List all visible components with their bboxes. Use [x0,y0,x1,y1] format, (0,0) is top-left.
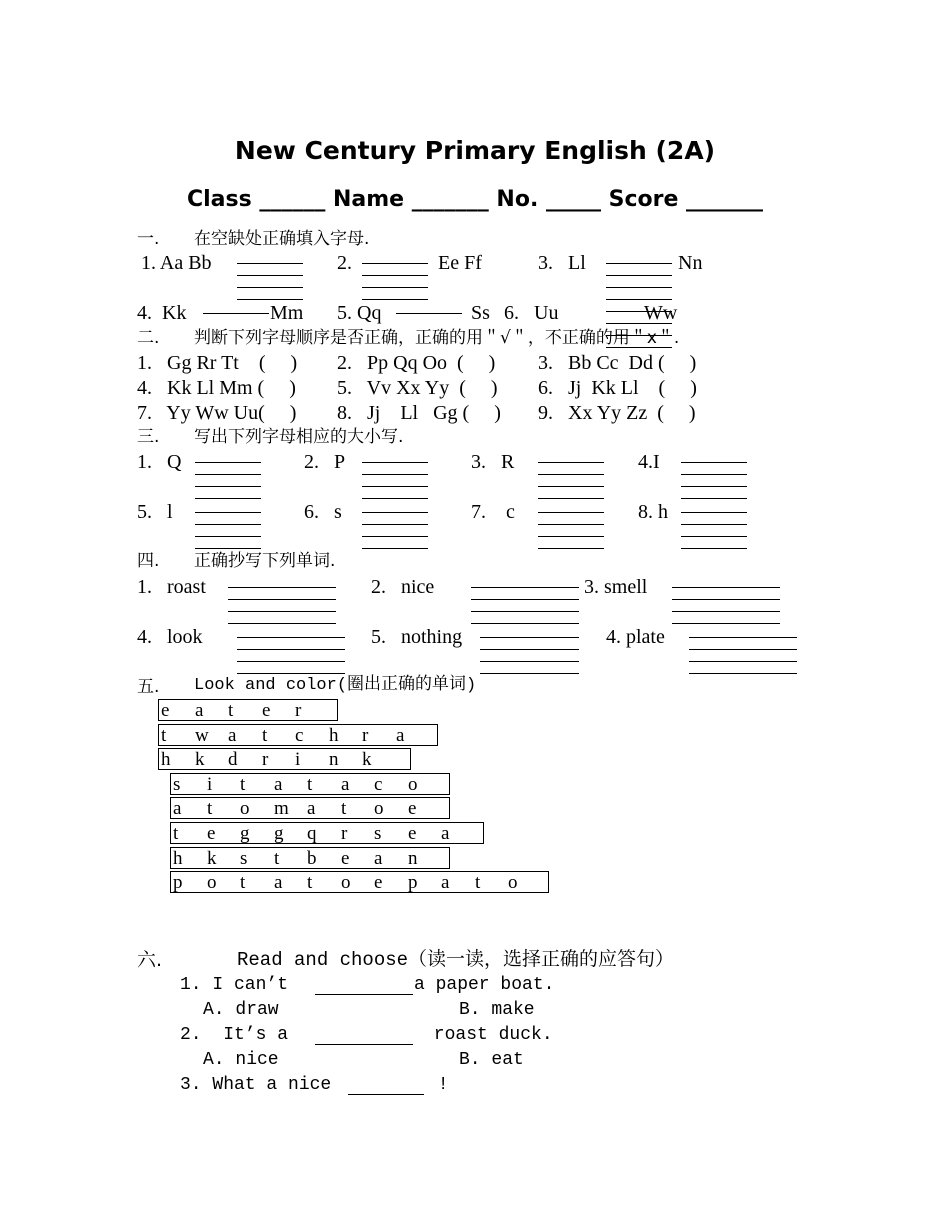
answer-line [237,287,303,288]
answer-line [362,512,428,513]
grid-letter[interactable]: k [195,749,205,770]
s2-item: 7. Yy Ww Uu( ) [137,402,297,424]
answer-line [362,524,428,525]
grid-letter[interactable]: a [307,798,316,819]
answer-blank [348,1094,424,1095]
answer-line [606,263,672,264]
answer-line [362,486,428,487]
grid-letter[interactable]: g [240,823,250,844]
section-5-label: 五. [137,677,160,697]
question-1: 1. I can’t [180,975,299,995]
answer-line [538,548,604,549]
grid-letter[interactable]: t [341,798,347,819]
answer-line [362,287,428,288]
answer-line [362,536,428,537]
s4-item: 2. nice [371,576,435,598]
grid-letter[interactable]: q [307,823,317,844]
answer-line [480,637,579,638]
answer-line [396,313,462,314]
grid-letter[interactable]: k [207,848,217,869]
grid-letter[interactable]: i [295,749,301,770]
answer-line [681,474,747,475]
s1-item-2: 2. [337,252,352,274]
grid-row [158,724,438,746]
answer-line [228,623,336,624]
s1-item-5: 5. Qq [337,302,382,324]
question-2-end: roast duck. [423,1025,553,1045]
answer-line [606,275,672,276]
answer-line [471,587,579,588]
grid-letter[interactable]: a [374,848,383,869]
page-title: New Century Primary English (2A) [234,136,716,165]
answer-line [471,599,579,600]
question-3-end: ! [427,1075,449,1095]
s2-item: 5. Vv Xx Yy ( ) [337,377,498,399]
grid-row [170,797,450,819]
grid-letter[interactable]: r [295,700,302,721]
section-5-instruction: Look and color(圈出正确的单词) [194,676,477,695]
grid-row [170,871,549,893]
answer-line [538,486,604,487]
answer-line [228,611,336,612]
answer-line [672,587,780,588]
answer-line [195,548,261,549]
answer-line [480,649,579,650]
answer-line [681,498,747,499]
grid-letter[interactable]: a [274,774,283,795]
answer-line [480,673,579,674]
answer-line [228,587,336,588]
grid-letter[interactable]: c [374,774,383,795]
s3-item: 2. P [304,451,346,473]
answer-line [538,512,604,513]
grid-letter[interactable]: a [173,798,182,819]
answer-line [362,275,428,276]
grid-letter[interactable]: t [475,872,481,893]
question-1-option-b: B. make [459,1000,535,1020]
answer-blank [315,994,413,995]
answer-line [471,611,579,612]
grid-letter[interactable]: c [295,725,304,746]
answer-line [195,474,261,475]
grid-letter[interactable]: a [396,725,405,746]
s1-item-3-after: Nn [678,252,703,274]
section-1-label: 一. [137,229,160,249]
grid-letter[interactable]: e [408,798,417,819]
question-2: 2. It’s a [180,1025,299,1045]
grid-letter[interactable]: a [441,872,450,893]
grid-letter[interactable]: a [441,823,450,844]
grid-letter[interactable]: a [274,872,283,893]
grid-letter[interactable]: n [329,749,339,770]
answer-line [195,462,261,463]
s1-item-6: 6. Uu [504,302,559,324]
s2-item: 4. Kk Ll Mm ( ) [137,377,296,399]
s1-item-1: 1. Aa Bb [141,252,212,274]
answer-line [480,661,579,662]
answer-line [672,599,780,600]
grid-letter[interactable]: t [307,774,313,795]
answer-line [681,512,747,513]
grid-letter[interactable]: e [262,700,271,721]
grid-letter[interactable]: o [240,798,250,819]
s4-item: 3. smell [584,576,648,598]
s4-item: 1. roast [137,576,206,598]
s3-item: 6. s [304,501,342,523]
grid-letter[interactable]: e [408,823,417,844]
grid-letter[interactable]: m [274,798,289,819]
grid-letter[interactable]: s [240,848,248,869]
grid-letter[interactable]: n [408,848,418,869]
s1-item-5-after: Ss [471,302,490,324]
answer-line [362,299,428,300]
grid-letter[interactable]: e [341,848,350,869]
section-4-label: 四. [137,551,160,571]
grid-letter[interactable]: p [408,872,418,893]
answer-line [203,313,269,314]
s4-item: 4. look [137,626,203,648]
answer-line [681,536,747,537]
student-info-line: Class ______ Name _______ No. _____ Score _______ [186,187,764,212]
answer-blank [315,1044,413,1045]
section-3-label: 三. [137,427,160,447]
answer-line [538,462,604,463]
grid-letter[interactable]: o [408,774,418,795]
grid-letter[interactable]: s [173,774,181,795]
answer-line [689,661,797,662]
answer-line [681,548,747,549]
grid-letter[interactable]: r [362,725,369,746]
s3-item: 3. R [471,451,515,473]
grid-letter[interactable]: s [374,823,382,844]
grid-row [170,773,450,795]
s3-item: 1. Q [137,451,182,473]
grid-letter[interactable]: t [262,725,268,746]
s1-item-4-after: Mm [270,302,304,324]
section-6-instruction: Read and choose（读一读，选择正确的应答句） [237,949,675,971]
grid-row [170,847,450,869]
section-3-instruction: 写出下列字母相应的大小写. [194,427,404,447]
s1-item-2-after: Ee Ff [438,252,482,274]
grid-letter[interactable]: e [207,823,216,844]
grid-letter[interactable]: t [173,823,179,844]
answer-line [672,623,780,624]
grid-letter[interactable]: o [341,872,351,893]
answer-line [681,486,747,487]
answer-line [237,263,303,264]
s3-item: 8. h [638,501,668,523]
grid-row [158,748,411,770]
answer-line [681,524,747,525]
answer-line [362,462,428,463]
answer-line [237,275,303,276]
answer-line [538,524,604,525]
grid-letter[interactable]: k [362,749,372,770]
answer-line [362,263,428,264]
grid-letter[interactable]: h [173,848,183,869]
grid-letter[interactable]: b [307,848,317,869]
grid-letter[interactable]: a [341,774,350,795]
answer-line [237,649,345,650]
answer-line [689,637,797,638]
answer-line [538,474,604,475]
answer-line [606,287,672,288]
grid-letter[interactable]: t [207,798,213,819]
question-1-option-a: A. draw [203,1000,279,1020]
section-2-label: 二. [137,328,160,348]
s1-item-4: 4. Kk [137,302,187,324]
answer-line [689,673,797,674]
question-3: 3. What a nice [180,1075,343,1095]
answer-line [471,623,579,624]
answer-line [689,649,797,650]
answer-line [195,512,261,513]
question-1-end: a paper boat. [414,975,555,995]
grid-letter[interactable]: t [240,774,246,795]
grid-letter[interactable]: p [173,872,183,893]
grid-letter[interactable]: h [329,725,339,746]
grid-letter[interactable]: h [161,749,171,770]
grid-letter[interactable]: d [228,749,238,770]
answer-line [237,299,303,300]
question-2-option-a: A. nice [203,1050,279,1070]
grid-letter[interactable]: t [307,872,313,893]
question-2-option-b: B. eat [459,1050,524,1070]
section-6-label: 六. [137,949,163,971]
grid-row [158,699,338,721]
answer-line [362,474,428,475]
s2-item: 8. Jj Ll Gg ( ) [337,402,501,424]
section-2-instruction: 判断下列字母顺序是否正确，正确的用＂√＂，不正确的用＂x＂. [194,328,680,348]
s2-item: 6. Jj Kk Ll ( ) [538,377,697,399]
answer-line [672,611,780,612]
s3-item: 4.I [638,451,660,473]
answer-line [228,599,336,600]
grid-letter[interactable]: t [240,872,246,893]
answer-line [362,498,428,499]
answer-line [538,536,604,537]
grid-letter[interactable]: g [274,823,284,844]
answer-line [362,548,428,549]
grid-letter[interactable]: t [228,700,234,721]
s4-item: 4. plate [606,626,665,648]
answer-line [195,486,261,487]
grid-letter[interactable]: o [207,872,217,893]
grid-letter[interactable]: o [374,798,384,819]
grid-letter[interactable]: w [195,725,209,746]
s2-item: 9. Xx Yy Zz ( ) [538,402,696,424]
s3-item: 5. l [137,501,173,523]
section-1-instruction: 在空缺处正确填入字母. [194,229,370,249]
s2-item: 1. Gg Rr Tt ( ) [137,352,298,374]
s1-item-3: 3. Ll [538,252,586,274]
s2-item: 2. Pp Qq Oo ( ) [337,352,496,374]
answer-line [195,524,261,525]
grid-letter[interactable]: r [341,823,348,844]
grid-letter[interactable]: e [374,872,383,893]
answer-line [538,498,604,499]
answer-line [237,637,345,638]
grid-letter[interactable]: o [508,872,518,893]
grid-letter[interactable]: a [228,725,237,746]
section-4-instruction: 正确抄写下列单词. [194,551,336,571]
grid-letter[interactable]: i [207,774,213,795]
s1-item-6-after: Ww [644,302,678,324]
answer-line [681,462,747,463]
grid-letter[interactable]: t [161,725,167,746]
answer-line [237,661,345,662]
grid-letter[interactable]: e [161,700,170,721]
s4-item: 5. nothing [371,626,463,648]
s3-item: 7. c [471,501,515,523]
answer-line [195,498,261,499]
grid-letter[interactable]: t [274,848,280,869]
answer-line [237,673,345,674]
grid-row [170,822,484,844]
grid-letter[interactable]: r [262,749,269,770]
answer-line [195,536,261,537]
grid-letter[interactable]: a [195,700,204,721]
answer-line [606,299,672,300]
s2-item: 3. Bb Cc Dd ( ) [538,352,697,374]
